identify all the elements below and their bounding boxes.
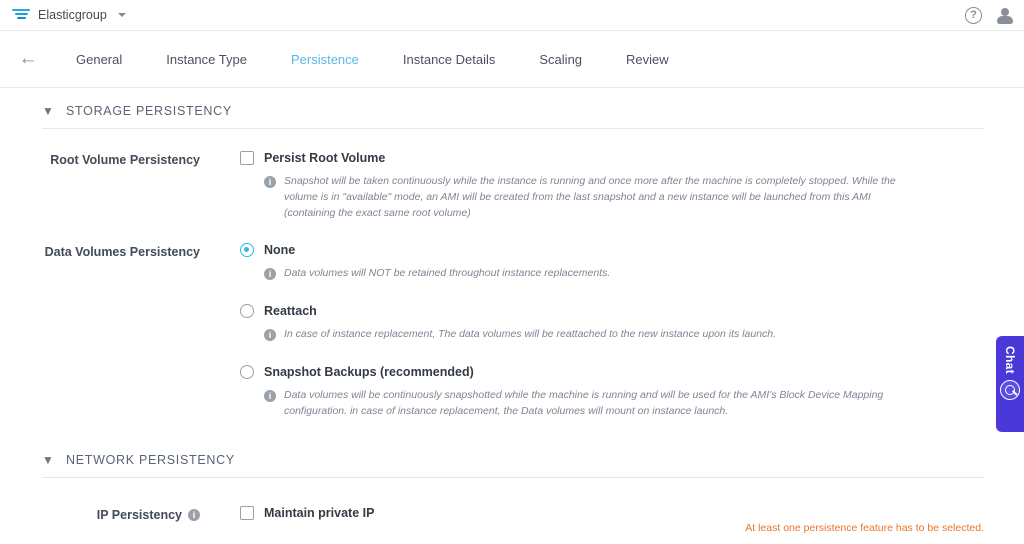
brand-menu[interactable] (12, 8, 126, 22)
top-bar (0, 0, 1024, 31)
data-volumes-snapshot-backups-help-text: Data volumes will be continuously snapshotted while the machine is running and will be used for the AMI's Block Device Mapping configuration. in case of instance replacement, the Data volumes will mount on instance launch. (284, 388, 884, 417)
root-volume-persistency-label: Root Volume Persistency (50, 153, 200, 167)
ip-persistency-row (0, 478, 1024, 522)
maintain-private-ip-option[interactable] (240, 506, 1024, 520)
storage-persistency-header[interactable] (0, 88, 1024, 128)
data-volumes-snapshot-backups-radio[interactable] (240, 365, 254, 379)
persist-root-volume-option[interactable] (240, 151, 1024, 165)
data-volumes-snapshot-backups-help (240, 388, 920, 420)
maintain-private-ip-label: Maintain private IP (264, 506, 375, 521)
data-volumes-persistency-body (240, 243, 1024, 419)
persist-root-volume-label: Persist Root Volume (264, 151, 386, 165)
persistence-form (0, 88, 1024, 544)
ip-persistency-label: IP Persistency (96, 508, 182, 523)
data-volumes-none-help (240, 266, 920, 282)
root-volume-persistency-body (240, 151, 1024, 221)
chat-widget[interactable] (996, 336, 1024, 432)
data-volumes-persistency-row (0, 221, 1024, 419)
data-volumes-none-help-text: Data volumes will NOT be retained throughout instance replacements. (284, 267, 611, 280)
tab-instance-details[interactable]: Instance Details (402, 51, 496, 67)
maintain-private-ip-checkbox[interactable] (240, 506, 254, 520)
ip-persistency-body (240, 506, 1024, 522)
data-volumes-snapshot-backups-label: Snapshot Backups (recommended) (264, 364, 474, 379)
info-icon: i (264, 176, 276, 188)
info-icon: i (264, 329, 276, 341)
top-bar-actions (965, 0, 1014, 31)
data-volumes-reattach-radio[interactable] (240, 304, 254, 318)
data-volumes-reattach-help (240, 327, 920, 343)
help-icon[interactable]: ? (965, 7, 982, 24)
network-persistency-header[interactable] (0, 419, 1024, 477)
data-volumes-option-none[interactable] (240, 243, 1024, 257)
chat-search-icon[interactable] (1000, 380, 1020, 400)
tab-scaling[interactable]: Scaling (539, 51, 583, 67)
data-volumes-persistency-label: Data Volumes Persistency (44, 245, 200, 260)
info-icon[interactable]: i (188, 509, 200, 521)
info-icon: i (264, 390, 276, 402)
tab-instance-type[interactable]: Instance Type (166, 51, 247, 67)
data-volumes-reattach-help-text: In case of instance replacement, The data volumes will be reattached to the new instance upon its launch. (284, 328, 777, 340)
user-account-icon[interactable] (996, 7, 1014, 25)
caret-down-icon[interactable] (118, 13, 126, 17)
persist-root-volume-checkbox[interactable] (240, 151, 254, 165)
data-volumes-none-label: None (264, 243, 296, 258)
data-volumes-none-radio[interactable] (240, 243, 254, 257)
data-volumes-reattach-label: Reattach (264, 304, 317, 318)
brand-name: Elasticgroup (38, 8, 107, 22)
wizard-steps (54, 46, 691, 73)
wizard-nav (0, 31, 1024, 88)
back-arrow-icon[interactable]: ← (18, 48, 38, 69)
validation-message: At least one persistence feature has to be selected. (745, 522, 984, 534)
network-persistency-title: NETWORK PERSISTENCY (66, 453, 235, 468)
tab-review[interactable]: Review (626, 51, 669, 67)
data-volumes-option-snapshot-backups[interactable] (240, 365, 1024, 379)
ip-persistency-label-wrap (0, 506, 240, 522)
data-volumes-option-reattach[interactable] (240, 304, 1024, 318)
persist-root-volume-help-text: Snapshot will be taken continuously while the instance is running and once more after the machine is completely stopped. While the volume is in "available" mode, an AMI will be created from the last snapshot and a new instance will be launched from this AMI (containing the exact same root volume) (284, 175, 896, 219)
chevron-down-icon[interactable]: ▼ (42, 104, 54, 118)
chat-widget-label: Chat (1003, 346, 1017, 374)
persist-root-volume-help (240, 174, 920, 221)
tab-general[interactable]: General (76, 51, 123, 67)
tab-persistence[interactable]: Persistence (290, 51, 359, 67)
root-volume-persistency-row (0, 129, 1024, 221)
elastigroup-logo-icon (12, 8, 30, 22)
chevron-down-icon[interactable]: ▼ (42, 453, 54, 468)
storage-persistency-title: STORAGE PERSISTENCY (66, 104, 232, 118)
info-icon: i (264, 268, 276, 280)
